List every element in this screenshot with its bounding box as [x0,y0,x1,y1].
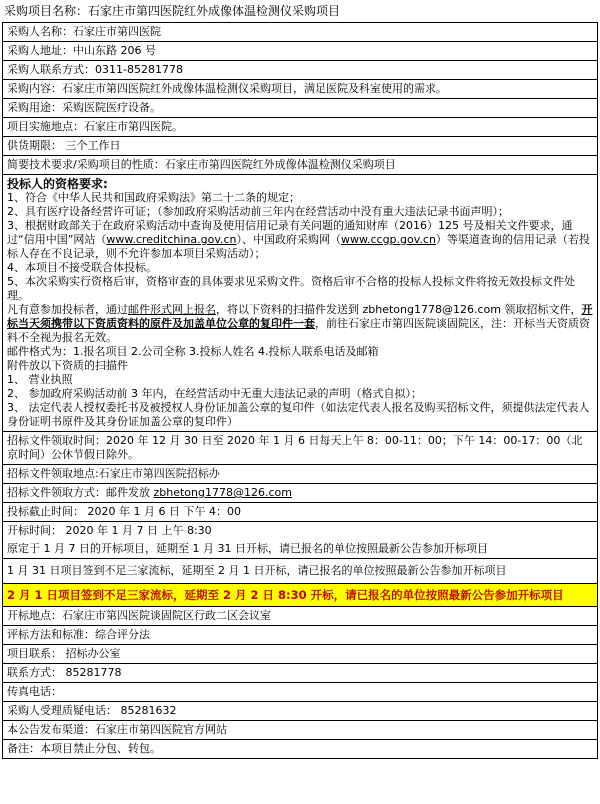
page-title: 采购项目名称：石家庄市第四医院红外成像体温检测仪采购项目 [4,4,341,18]
delay-notice-2: 1 月 31 日项目签到不足三家流标，延期至 2 月 1 日开标，请已报名的单位按照最新公告参加开标项目 [3,559,598,584]
qual-item-5: 5、本次采购实行资格后审，资格审查的具体要求见采购文件。资格后审不合格的投标人投标文件将按无效投标文件处理。 [7,275,575,302]
announcement-table [2,22,598,759]
registration-instructions: 凡有意参加投标者，通过邮件形式网上报名，将以下资料的扫描件发送到 zbhetong1778@126.com 领取招标文件，开标当天须携带以下资质资料的原件及加盖单位公章的复印件一套，前往石家庄市第四医院谈固院区，注：开标当天资质资料不全视为报名无效。 [7,303,593,344]
delay-notice-3: 2 月 1 日项目签到不足三家流标，延期至 2 月 2 日 8:30 开标，请已报名的单位按照最新公告参加开标项目 [3,584,598,607]
publish-channel: 本公告发布渠道：石家庄市第四医院官方网站 [3,721,598,740]
opening-time: 开标时间： 2020 年 1 月 7 日 上午 8:30 原定于 1 月 7 日的开标项目，延期至 1 月 31 日开标，请已报名的单位按照最新公告参加开标项目 [3,522,598,559]
attachment-3: 3、 法定代表人授权委托书及被授权人身份证加盖公章的复印件（如法定代表人报名及购买招标文件，须提供法定代表人身份证明书原件及其身份证加盖公章的复印件） [7,401,590,428]
qualifications-heading: 投标人的资格要求: [7,177,108,191]
bid-deadline: 投标截止时间： 2020 年 1 月 6 日 下午 4：00 [3,503,598,522]
bid-document-time: 招标文件领取时间：2020 年 12 月 30 日至 2020 年 1 月 6 日每天上午 8：00-11：00；下午 14：00-17：00（北京时间）公休节假日除外。 [3,432,598,465]
evaluation-method: 评标方法和标准：综合评分法 [3,626,598,645]
attachment-1: 1、 营业执照 [7,373,73,386]
buyer-name: 采购人名称：石家庄市第四医院 [3,23,598,42]
purchase-usage: 采购用途：采购医院医疗设备。 [3,99,598,118]
bidder-qualifications [3,175,598,432]
opening-place: 开标地点：石家庄市第四医院谈固院区行政二区会议室 [3,607,598,626]
qual-item-3: 3、根据财政部关于在政府采购活动中查询及使用信用记录有关问题的通知财库（2016）125 号及相关文件要求，通过“信用中国”网站（www.creditchina.gov.cn）、中国政府采购网（www.ccgp.gov.cn）等渠道查询的信用记录（若投标人存在不良记录，则不允许参加本项目采购活动）； [7,219,590,260]
creditchina-link[interactable]: www.creditchina.gov.cn [106,233,237,246]
qual-item-1: 1、符合《中华人民共和国政府采购法》第二十二条的规定； [7,191,300,204]
bid-document-method: 招标文件领取方式：邮件发放 zbhetong1778@126.com [3,484,598,503]
project-contact: 项目联系： 招标办公室 [3,645,598,664]
purchase-content: 采购内容：石家庄市第四医院红外成像体温检测仪采购项目，满足医院及科室使用的需求。 [3,80,598,99]
attachments-heading: 附件放以下资质的扫描件 [7,359,128,372]
delivery-period: 供货期限： 三个工作日 [3,137,598,156]
remark: 备注：本项目禁止分包、转包。 [3,740,598,759]
bid-document-place: 招标文件领取地点:石家庄市第四医院招标办 [3,465,598,484]
qual-item-4: 4、本项目不接受联合体投标。 [7,261,157,274]
mail-format: 邮件格式为：1.报名项目 2.公司全称 3.投标人姓名 4.投标人联系电话及邮箱 [7,345,379,358]
qual-item-2: 2、具有医疗设备经营许可证；（参加政府采购活动前三年内在经营活动中没有重大违法记录书面声明）； [7,205,509,218]
ccgp-link[interactable]: www.ccgp.gov.cn [341,233,436,246]
contact-phone: 联系方式： 85281778 [3,664,598,683]
technical-requirements: 简要技术要求/采购项目的性质：石家庄市第四医院红外成像体温检测仪采购项目 [3,156,598,175]
delay-notice-1: 原定于 1 月 7 日的开标项目，延期至 1 月 31 日开标，请已报名的单位按照最新公告参加开标项目 [7,542,488,555]
buyer-address: 采购人地址：中山东路 206 号 [3,42,598,61]
attachment-2: 2、 参加政府采购活动前 3 年内，在经营活动中无重大违法记录的声明（格式自拟）； [7,387,422,400]
buyer-contact: 采购人联系方式：0311-85281778 [3,61,598,80]
email-link[interactable]: zbhetong1778@126.com [153,486,292,499]
project-location: 项目实施地点：石家庄市第四医院。 [3,118,598,137]
complaint-phone: 采购人受理质疑电话： 85281632 [3,702,598,721]
fax-phone: 传真电话： [3,683,598,702]
